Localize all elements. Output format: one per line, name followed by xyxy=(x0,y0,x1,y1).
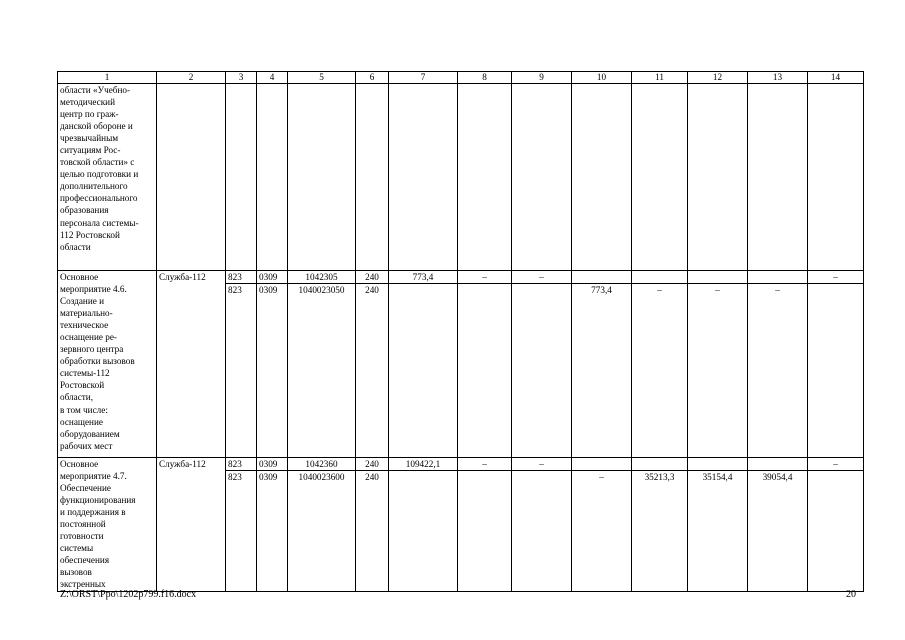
data-cell-col3 xyxy=(226,457,257,591)
table-cell xyxy=(157,83,226,270)
data-cell-col10 xyxy=(572,270,632,457)
value-line-b: – xyxy=(748,283,807,296)
value-line-a: – xyxy=(539,458,544,469)
value-line-b: 240 xyxy=(356,283,388,296)
value-line-b: 823 xyxy=(226,283,256,296)
value-line-b xyxy=(458,470,511,483)
data-cell-col7 xyxy=(389,270,458,457)
document-path: Z:\ORST\Ppo\1202p799.f16.docx xyxy=(60,589,197,600)
column-number-13: 13 xyxy=(748,72,808,84)
value-line-b: 35154,4 xyxy=(688,470,747,483)
value-line-a xyxy=(574,271,629,283)
value-line-b: 35213,3 xyxy=(632,470,687,483)
page-number: 20 xyxy=(846,589,856,600)
data-cell-col8 xyxy=(458,457,512,591)
value-line-a: – xyxy=(482,271,487,282)
table-cell xyxy=(808,83,864,270)
data-cell-col4 xyxy=(257,457,288,591)
data-cell-col6 xyxy=(356,270,389,457)
value-line-b: – xyxy=(688,283,747,296)
value-line-b: 240 xyxy=(356,470,388,483)
data-cell-col9 xyxy=(512,270,572,457)
value-line-a: – xyxy=(833,271,838,282)
value-line-a: 823 xyxy=(228,271,242,282)
value-line-b: – xyxy=(632,283,687,296)
value-line-a: 0309 xyxy=(259,458,278,469)
column-number-1: 1 xyxy=(58,72,157,84)
value-line-b xyxy=(808,283,863,296)
value-line-b: 0309 xyxy=(257,283,287,296)
column-number-6: 6 xyxy=(356,72,389,84)
table-cell xyxy=(748,83,808,270)
measure-name-cell: Основное мероприятие 4.6. Создание и материально- техническое оснащение ре- зервного центра обработки вызовов системы-112 Ростовской области, в том числе: оснащение оборудованием рабочих мест xyxy=(58,270,157,457)
column-number-7: 7 xyxy=(389,72,458,84)
data-cell-col14 xyxy=(808,457,864,591)
value-line-a: – xyxy=(833,458,838,469)
value-line-b xyxy=(458,283,511,296)
table-row xyxy=(58,457,864,591)
table-cell xyxy=(458,83,512,270)
column-number-4: 4 xyxy=(257,72,288,84)
value-line-a xyxy=(690,271,745,283)
table-cell xyxy=(512,83,572,270)
table-cell xyxy=(257,83,288,270)
value-line-b xyxy=(512,470,571,483)
value-line-a xyxy=(634,271,685,283)
value-line-a: 109422,1 xyxy=(405,458,441,469)
data-cell-col10 xyxy=(572,457,632,591)
value-line-a: 240 xyxy=(365,458,379,469)
data-cell-col11 xyxy=(632,270,688,457)
value-line-b: – xyxy=(572,470,631,483)
value-line-b: 1040023600 xyxy=(288,470,355,483)
data-cell-col12 xyxy=(688,270,748,457)
table-row xyxy=(58,83,864,270)
column-number-3: 3 xyxy=(226,72,257,84)
data-cell-col14 xyxy=(808,270,864,457)
value-line-a: – xyxy=(539,271,544,282)
measure-name-cell: области «Учебно- методический центр по граж- данской обороне и чрезвычайным ситуациям Рос- товской области» с целью подготовки и дополнительного профессионального образования персонала системы- 112 Ростовской области xyxy=(58,83,157,270)
value-line-a: 773,4 xyxy=(412,271,434,282)
program-table xyxy=(57,71,864,592)
data-cell-col11 xyxy=(632,457,688,591)
table-cell xyxy=(389,83,458,270)
column-number-8: 8 xyxy=(458,72,512,84)
data-cell-col5 xyxy=(288,457,356,591)
value-line-b xyxy=(808,470,863,483)
data-cell-col4 xyxy=(257,270,288,457)
data-cell-col9 xyxy=(512,457,572,591)
value-line-b: 39054,4 xyxy=(748,470,807,483)
value-line-b: 0309 xyxy=(257,470,287,483)
data-cell-col13 xyxy=(748,270,808,457)
value-line-a xyxy=(574,458,629,470)
value-line-a: 823 xyxy=(228,458,242,469)
data-cell-col12 xyxy=(688,457,748,591)
value-line-a xyxy=(634,458,685,470)
data-cell-col5 xyxy=(288,270,356,457)
table-cell xyxy=(632,83,688,270)
value-line-b xyxy=(512,283,571,296)
measure-name-cell: Основное мероприятие 4.7. Обеспечение функционирования и поддержания в постоянной готовности системы обеспечения вызовов экстренных xyxy=(58,457,157,591)
table-cell xyxy=(688,83,748,270)
table-cell xyxy=(356,83,389,270)
column-number-14: 14 xyxy=(808,72,864,84)
value-line-b: 823 xyxy=(226,470,256,483)
data-cell-col3 xyxy=(226,270,257,457)
table-cell xyxy=(288,83,356,270)
executor-cell: Служба-112 xyxy=(157,457,226,591)
column-number-2: 2 xyxy=(157,72,226,84)
table-row xyxy=(58,270,864,457)
data-cell-col6 xyxy=(356,457,389,591)
column-number-9: 9 xyxy=(512,72,572,84)
value-line-a: 240 xyxy=(365,271,379,282)
value-line-a: 1042360 xyxy=(305,458,338,469)
value-line-b: 773,4 xyxy=(572,283,631,296)
value-line-b xyxy=(389,283,457,296)
value-line-a xyxy=(750,458,805,470)
table-cell xyxy=(226,83,257,270)
data-cell-col13 xyxy=(748,457,808,591)
value-line-a: 1042305 xyxy=(305,271,338,282)
column-number-11: 11 xyxy=(632,72,688,84)
column-number-10: 10 xyxy=(572,72,632,84)
column-number-5: 5 xyxy=(288,72,356,84)
column-number-12: 12 xyxy=(688,72,748,84)
value-line-a: 0309 xyxy=(259,271,278,282)
value-line-a xyxy=(690,458,745,470)
column-number-row xyxy=(58,72,864,84)
executor-cell: Служба-112 xyxy=(157,270,226,457)
value-line-b xyxy=(389,470,457,483)
data-cell-col8 xyxy=(458,270,512,457)
value-line-a xyxy=(750,271,805,283)
table-cell xyxy=(572,83,632,270)
value-line-b: 1040023050 xyxy=(288,283,355,296)
value-line-a: – xyxy=(482,458,487,469)
data-cell-col7 xyxy=(389,457,458,591)
